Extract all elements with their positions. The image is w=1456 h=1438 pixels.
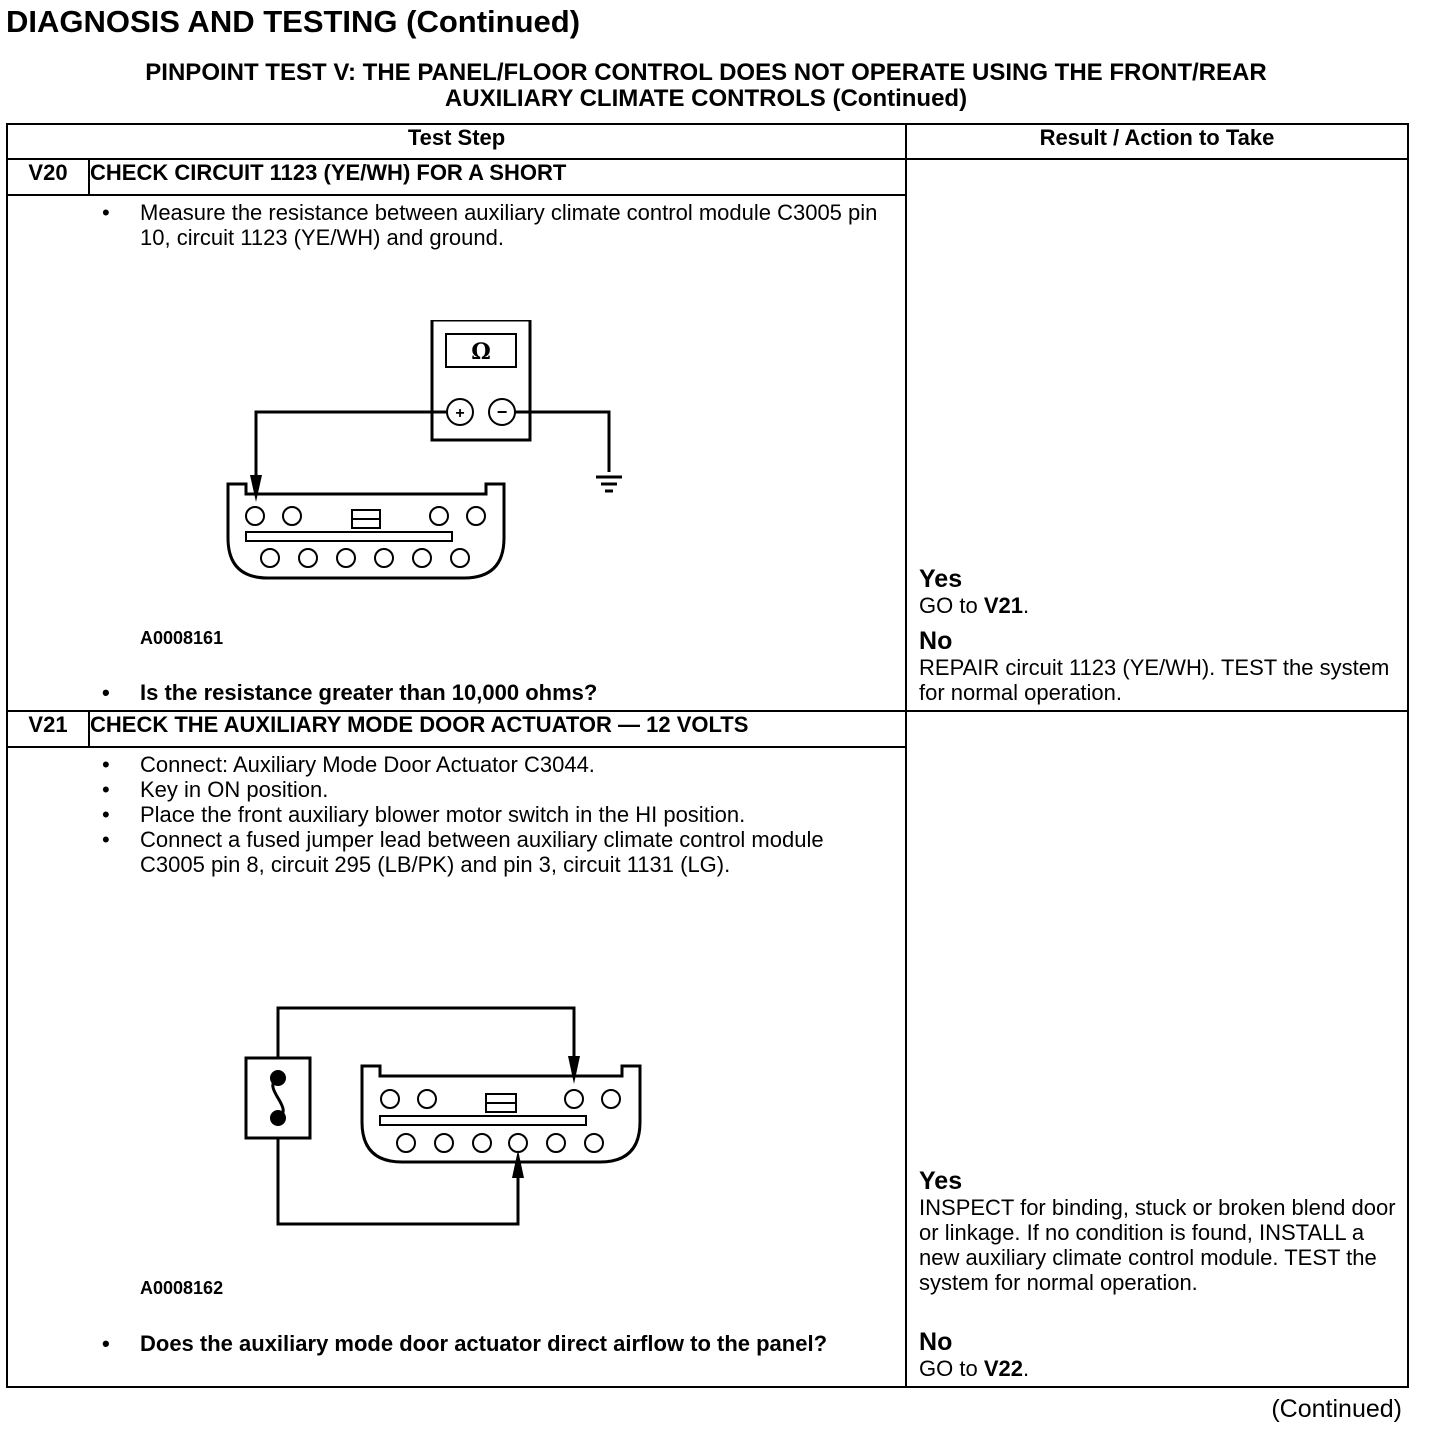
step-v21-question xyxy=(8,1331,905,1356)
jumper-lead-bottom xyxy=(278,1138,518,1224)
column-header-test-step: Test Step xyxy=(7,124,906,159)
step-v21-instructions xyxy=(8,748,905,877)
step-v21-yes xyxy=(919,1168,1397,1295)
step-v21-yes-label: Yes xyxy=(919,1167,963,1195)
step-v21-result xyxy=(906,711,1408,1387)
step-v21-title: CHECK THE AUXILIARY MODE DOOR ACTUATOR — 12 VOLTS xyxy=(89,711,906,747)
list-item: • Measure the resistance between auxiliary climate control module C3005 pin 10, circuit 1123 (YE/WH) and ground. xyxy=(8,200,905,250)
list-item: • Does the auxiliary mode door actuator direct airflow to the panel? xyxy=(8,1331,905,1356)
pinpoint-test-table xyxy=(6,123,1409,1388)
step-v21-body xyxy=(7,747,906,1387)
step-v20-title: CHECK CIRCUIT 1123 (YE/WH) FOR A SHORT xyxy=(89,159,906,195)
step-v20-yes-label: Yes xyxy=(919,565,963,593)
v21-jumper-diagram xyxy=(240,1006,660,1230)
list-item: • Key in ON position. xyxy=(8,777,905,802)
step-v21-no xyxy=(919,1329,1397,1381)
step-v20-yes-text: GO to V21. xyxy=(919,593,1030,618)
list-item: • Connect a fused jumper lead between auxiliary climate control module C3005 pin 8, circuit 295 (LB/PK) and pin 3, circuit 1131 (LG). xyxy=(8,827,905,877)
step-v21-id: V21 xyxy=(7,711,89,747)
column-header-result: Result / Action to Take xyxy=(906,124,1408,159)
step-v20-result xyxy=(906,159,1408,711)
v20-resistance-diagram xyxy=(220,320,640,586)
step-v21-no-text: GO to V22. xyxy=(919,1356,1030,1381)
figure-id-a0008162: A0008162 xyxy=(140,1278,224,1298)
plus-sign: + xyxy=(455,405,465,422)
step-v20-header-row xyxy=(7,159,1408,195)
minus-sign: − xyxy=(496,402,508,422)
list-item: • Connect: Auxiliary Mode Door Actuator C3044. xyxy=(8,752,905,777)
positive-lead xyxy=(256,412,447,485)
step-v20-id: V20 xyxy=(7,159,89,195)
step-v21-no-label: No xyxy=(919,1328,953,1356)
figure-id-a0008161: A0008161 xyxy=(140,628,224,648)
step-v20-body xyxy=(7,195,906,711)
jumper-lead-top xyxy=(278,1008,574,1066)
table-header-row xyxy=(7,124,1408,159)
list-item: • Is the resistance greater than 10,000 ohms? xyxy=(8,680,905,705)
step-v20-question xyxy=(8,680,905,705)
continued-note: (Continued) xyxy=(1271,1395,1402,1423)
step-v21-yes-text: INSPECT for binding, stuck or broken blend door or linkage. If no condition is found, INSTALL a new auxiliary climate control module. TEST the system for normal operation. xyxy=(919,1195,1396,1295)
connector-housing xyxy=(362,1066,640,1162)
step-v20-no-text: REPAIR circuit 1123 (YE/WH). TEST the system for normal operation. xyxy=(919,655,1390,705)
positive-probe-tip xyxy=(250,475,262,502)
list-item: • Place the front auxiliary blower motor switch in the HI position. xyxy=(8,802,905,827)
page-title: DIAGNOSIS AND TESTING (Continued) xyxy=(6,4,581,39)
step-v20-no xyxy=(919,628,1397,705)
pinpoint-test-title-line-1: PINPOINT TEST V: THE PANEL/FLOOR CONTROL DOES NOT OPERATE USING THE FRONT/REAR xyxy=(145,59,1267,86)
pinpoint-test-title xyxy=(6,60,1406,112)
step-v20-yes xyxy=(919,566,1397,618)
ohm-symbol: Ω xyxy=(471,339,491,365)
pinpoint-test-title-line-2: AUXILIARY CLIMATE CONTROLS (Continued) xyxy=(444,85,968,112)
step-v20-instructions xyxy=(8,196,905,250)
step-v21-header-row xyxy=(7,711,1408,747)
step-v20-no-label: No xyxy=(919,627,953,655)
